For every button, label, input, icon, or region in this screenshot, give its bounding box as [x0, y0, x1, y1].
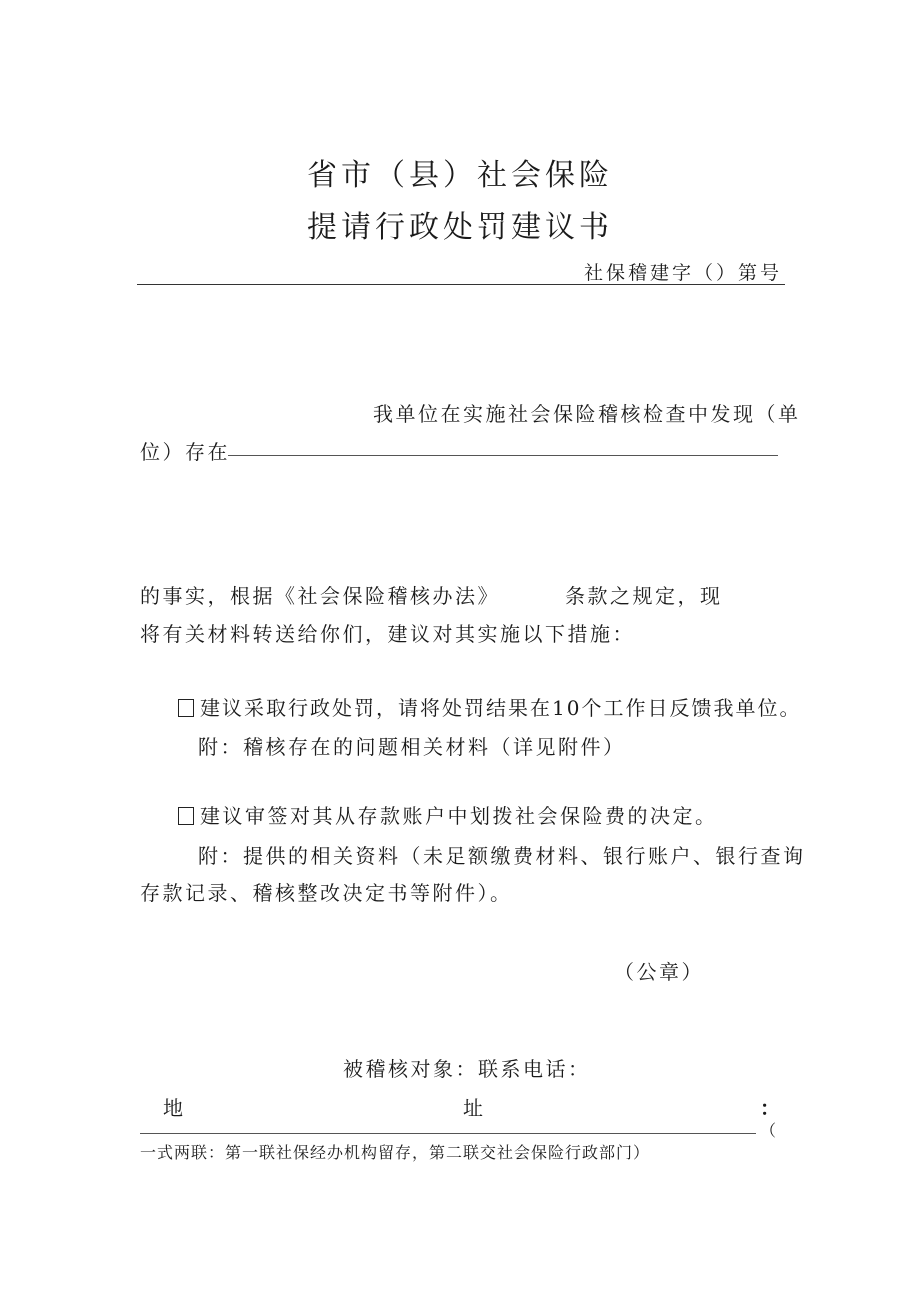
option-transfer-checkbox[interactable]: [178, 807, 194, 825]
option-transfer-attachment-2: 存款记录、稽核整改决定书等附件）。: [140, 881, 513, 905]
option-penalty-text: 建议采取行政处罚，请将处罚结果在10个工作日反馈我单位。: [200, 696, 802, 720]
intro-text-2: 位）存在: [140, 440, 230, 464]
facts-fill-line[interactable]: [228, 455, 778, 456]
option-penalty-checkbox[interactable]: [178, 699, 194, 717]
header-divider: [137, 284, 785, 285]
option-penalty[interactable]: [178, 692, 801, 721]
copies-note: 一式两联：第一联社保经办机构留存，第二联交社会保险行政部门）: [140, 1143, 651, 1162]
document-number: 社保稽建字（）第号: [583, 262, 782, 284]
option-penalty-attachment: 附：稽核存在的问题相关材料（详见附件）: [198, 735, 626, 759]
official-seal-label: （公章）: [614, 960, 704, 984]
address-label-char-1: 地: [163, 1096, 186, 1120]
option-transfer-text: 建议审签对其从存款账户中划拨社会保险费的决定。: [200, 804, 718, 828]
facts-text-2: 条款之规定，现: [565, 584, 723, 608]
title-line-2: 提请行政处罚建议书: [307, 210, 613, 245]
option-transfer-attachment-1: 附：提供的相关资料（未足额缴费材料、银行账户、银行查询: [198, 844, 806, 868]
facts-text-1: 的事实，根据《社会保险稽核办法》: [140, 584, 500, 608]
facts-text-3: 将有关材料转送给你们，建议对其实施以下措施：: [140, 622, 635, 646]
option-transfer[interactable]: [178, 800, 718, 829]
intro-text-1: 我单位在实施社会保险稽核检查中发现（单: [373, 402, 801, 426]
address-colon: ：: [760, 1096, 783, 1120]
title-line-1: 省市（县）社会保险: [307, 158, 613, 193]
audit-target-contact: 被稽核对象：联系电话：: [343, 1057, 591, 1081]
footer-open-paren: （: [760, 1121, 778, 1140]
address-fill-line[interactable]: [140, 1133, 756, 1134]
address-label-char-2: 址: [463, 1096, 486, 1120]
